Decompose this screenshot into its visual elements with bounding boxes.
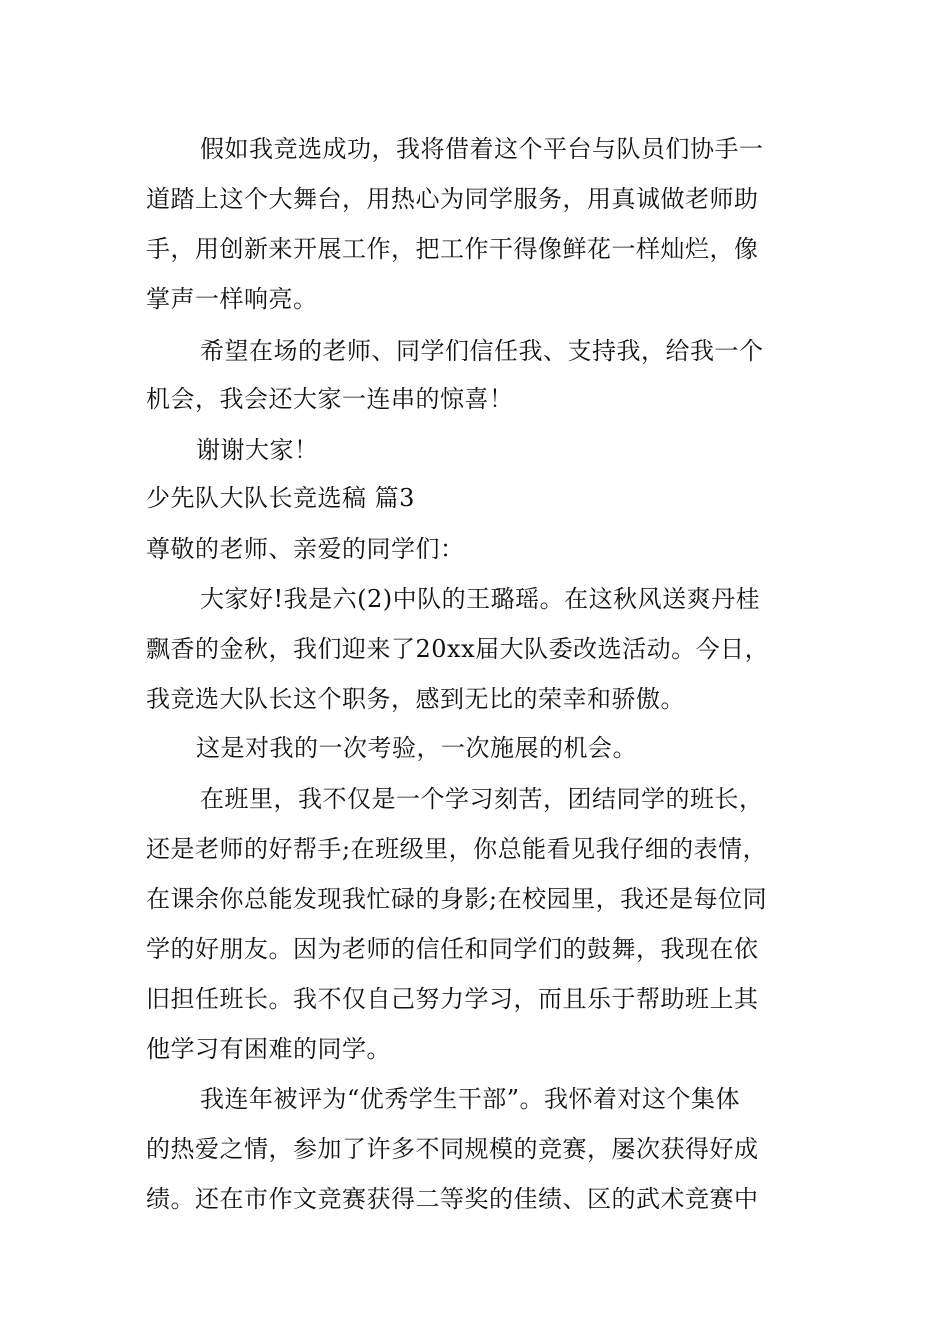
paragraph-line: 飘香的金秋，我们迎来了20xx届大队委改选活动。今日，: [146, 635, 770, 663]
paragraph-line: 在班里，我不仅是一个学习刻苦，团结同学的班长，: [200, 785, 764, 813]
paragraph-line: 道踏上这个大舞台，用热心为同学服务，用真诚做老师助: [146, 185, 759, 213]
paragraph-line: 学的好朋友。因为老师的信任和同学们的鼓舞，我现在依: [146, 935, 759, 963]
paragraph-line: 他学习有困难的同学。: [146, 1035, 391, 1063]
paragraph-line: 的热爱之情，参加了许多不同规模的竞赛，屡次获得好成: [146, 1135, 759, 1163]
paragraph-line: 旧担任班长。我不仅自己努力学习，而且乐于帮助班上其: [146, 985, 759, 1013]
closing-line: 谢谢大家！: [196, 436, 319, 464]
paragraph-line: 我连年被评为“优秀学生干部”。我怀着对这个集体: [200, 1085, 741, 1113]
paragraph-line: 大家好!我是六(2)中队的王璐瑶。在这秋风送爽丹桂: [200, 585, 761, 613]
paragraph-line: 还是老师的好帮手;在班级里，你总能看见我仔细的表情，: [146, 835, 768, 863]
paragraph-line: 绩。还在市作文竞赛获得二等奖的佳绩、区的武术竞赛中: [146, 1185, 759, 1213]
paragraph-line: 在课余你总能发现我忙碌的身影;在校园里，我还是每位同: [146, 885, 768, 913]
paragraph-line: 假如我竞选成功，我将借着这个平台与队员们协手一: [200, 135, 764, 163]
salutation: 尊敬的老师、亲爱的同学们：: [146, 535, 465, 563]
paragraph-line: 手，用创新来开展工作，把工作干得像鲜花一样灿烂，像: [146, 235, 759, 263]
paragraph-line: 掌声一样响亮。: [146, 285, 318, 313]
section-title: 少先队大队长竞选稿 篇3: [146, 484, 415, 512]
paragraph-line: 这是对我的一次考验，一次施展的机会。: [196, 734, 637, 762]
paragraph-line: 我竞选大队长这个职务，感到无比的荣幸和骄傲。: [146, 685, 685, 713]
paragraph-line: 希望在场的老师、同学们信任我、支持我，给我一个: [200, 337, 764, 365]
paragraph-line: 机会，我会还大家一连串的惊喜！: [146, 385, 514, 413]
